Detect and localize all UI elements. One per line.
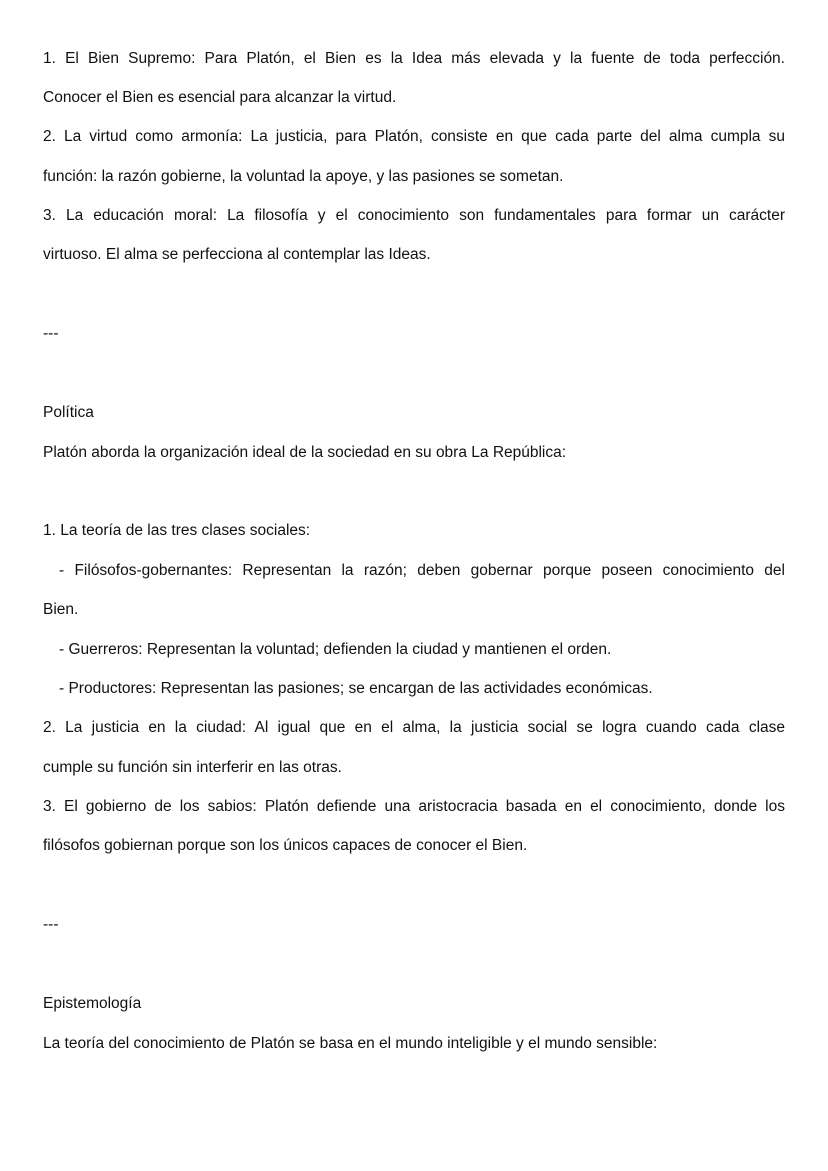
paragraph-line: Conocer el Bien es esencial para alcanzar la virtud. <box>43 89 397 106</box>
paragraph-line: 3. La educación moral: La filosofía y el conocimiento son fundamentales para formar un carácter <box>43 207 785 224</box>
sub-list-item: - Filósofos-gobernantes: Representan la razón; deben gobernar porque poseen conocimiento del <box>59 562 785 579</box>
list-item: 1. La teoría de las tres clases sociales: <box>43 522 311 539</box>
sub-list-item: - Guerreros: Representan la voluntad; defienden la ciudad y mantienen el orden. <box>59 641 612 658</box>
section-separator: --- <box>43 916 59 933</box>
paragraph-line: filósofos gobiernan porque son los únicos capaces de conocer el Bien. <box>43 837 528 854</box>
paragraph-line: Bien. <box>43 601 79 618</box>
paragraph-line: cumple su función sin interferir en las otras. <box>43 759 342 776</box>
paragraph-line: 2. La virtud como armonía: La justicia, para Platón, consiste en que cada parte del alma cumpla su <box>43 128 785 145</box>
sub-list-item: - Productores: Representan las pasiones; se encargan de las actividades económicas. <box>59 680 653 697</box>
paragraph-line: Platón aborda la organización ideal de la sociedad en su obra La República: <box>43 444 567 461</box>
section-heading-epistemologia: Epistemología <box>43 995 142 1012</box>
paragraph-line: función: la razón gobierne, la voluntad la apoye, y las pasiones se sometan. <box>43 168 564 185</box>
paragraph-line: 1. El Bien Supremo: Para Platón, el Bien es la Idea más elevada y la fuente de toda perfección. <box>43 50 785 67</box>
list-item: 2. La justicia en la ciudad: Al igual que en el alma, la justicia social se logra cuando cada clase <box>43 719 785 736</box>
paragraph-line: La teoría del conocimiento de Platón se basa en el mundo inteligible y el mundo sensible: <box>43 1035 658 1052</box>
section-separator: --- <box>43 325 59 342</box>
list-item: 3. El gobierno de los sabios: Platón defiende una aristocracia basada en el conocimiento, donde los <box>43 798 785 815</box>
section-heading-politica: Política <box>43 404 94 421</box>
paragraph-line: virtuoso. El alma se perfecciona al contemplar las Ideas. <box>43 246 431 263</box>
